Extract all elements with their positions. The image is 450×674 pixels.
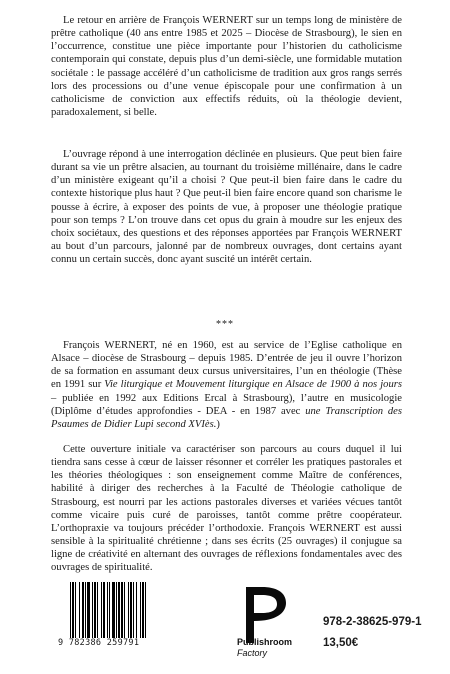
author-bio-paragraph xyxy=(51,339,402,431)
barcode-gap xyxy=(146,582,147,638)
back-cover-paragraph-2 xyxy=(51,148,402,266)
thesis-title: Vie liturgique et Mouvement liturgique en Alsace de 1900 à nos jours xyxy=(104,379,402,391)
logo-line-1: Publishroom xyxy=(237,637,293,647)
back-cover-paragraph-1 xyxy=(51,14,402,119)
bio-text-part: François WERNERT, né en 1960, est au service de l’Eglise catholique en Alsace – diocèse de Strasbourg – depuis 1985. D’entrée de jeu il ouvre l’horizon de sa formation en assumant deux cursus universitaires, l’un en théologie (Thèse en 1991 sur xyxy=(51,340,402,391)
section-separator: *** xyxy=(216,319,234,330)
isbn-barcode xyxy=(58,582,178,652)
logo-line-2: Factory xyxy=(237,648,268,658)
logo-p-shape xyxy=(246,587,286,643)
paragraph-text xyxy=(51,339,402,431)
paragraph-text: Le retour en arrière de François WERNERT sur un temps long de ministère de prêtre catholique (40 ans entre 1985 et 2025 – Diocèse de Strasbourg), le sien en l’occurrence, constitue une pièce importante pour l’historien du catholicisme contemporain qui constate, depuis plus d’un demi-siècle, une formidable mutation sociétale : le passage accéléré d’un catholicisme de tradition aux gros rangs serrés lors des processions ou d’une venue épiscopale pour une confirmation à un catholicisme de conviction aux effectifs réduits, où la théologie devient, paradoxalement, si belle. xyxy=(51,15,402,119)
dea-title: une Transcription des Psaumes de Didier Lupi second XVIès. xyxy=(51,405,402,430)
isbn-number: 978-2-38625-979-1 xyxy=(323,616,422,628)
price-label: 13,50€ xyxy=(323,637,359,649)
bio-text-part: – publiée en 1992 aux Editions Ercal à Strasbourg), l’autre en musicologie (Diplôme d’études approfondies - DEA - en 1987 avec xyxy=(51,392,402,417)
bio-text-part: ) xyxy=(216,418,220,430)
barcode-digits: 9 782386 259791 xyxy=(58,638,140,648)
barcode-bars xyxy=(70,582,170,638)
career-paragraph xyxy=(51,443,402,575)
paragraph-text: Cette ouverture initiale va caractériser son parcours au cours duquel il lui tiendra sans cesse à cœur de laisser résonner et corréler les pratiques pastorales et les théories théologiques : son enseignement comme Maître de conférences, habilité à diriger des recherches à la Faculté de Théologie catholique de Strasbourg, est nourri par les actions pastorales diverses et variées vécues tantôt comme vicaire puis curé de paroisses, tantôt comme prêtre coopérateur. L’orthopraxie va toujours précéder l’orthodoxie. François WERNERT est aussi sensible à la spiritualité chrétienne ; dans ses écrits (25 ouvrages) il conjugue sa ligne de créativité en alternant des ouvrages de réflexions fondamentales avec des ouvrages de spiritualité. xyxy=(51,444,402,574)
paragraph-text: L’ouvrage répond à une interrogation déclinée en plusieurs. Que peut bien faire durant sa vie un prêtre alsacien, au tournant du troisième millénaire, dans le cadre d’un ministère exigeant qu’il a choisi ? Que peut-il bien faire dans le cadre du contexte historique plus haut ? Que peut-il bien faire encore quand son charisme le pousse à écrire, à exposer des points de vue, à proposer une théologie pratique pour son temps ? L’on trouve dans cet opus du grain à moudre sur les enjeux des choix sociétaux, des questions et des réponses apportées par François WERNERT au bout d’un parcours, jalonné par de nombreux ouvrages, dont certains ayant connu un certain succès, donc ayant suscité un intérêt certain. xyxy=(51,149,402,266)
